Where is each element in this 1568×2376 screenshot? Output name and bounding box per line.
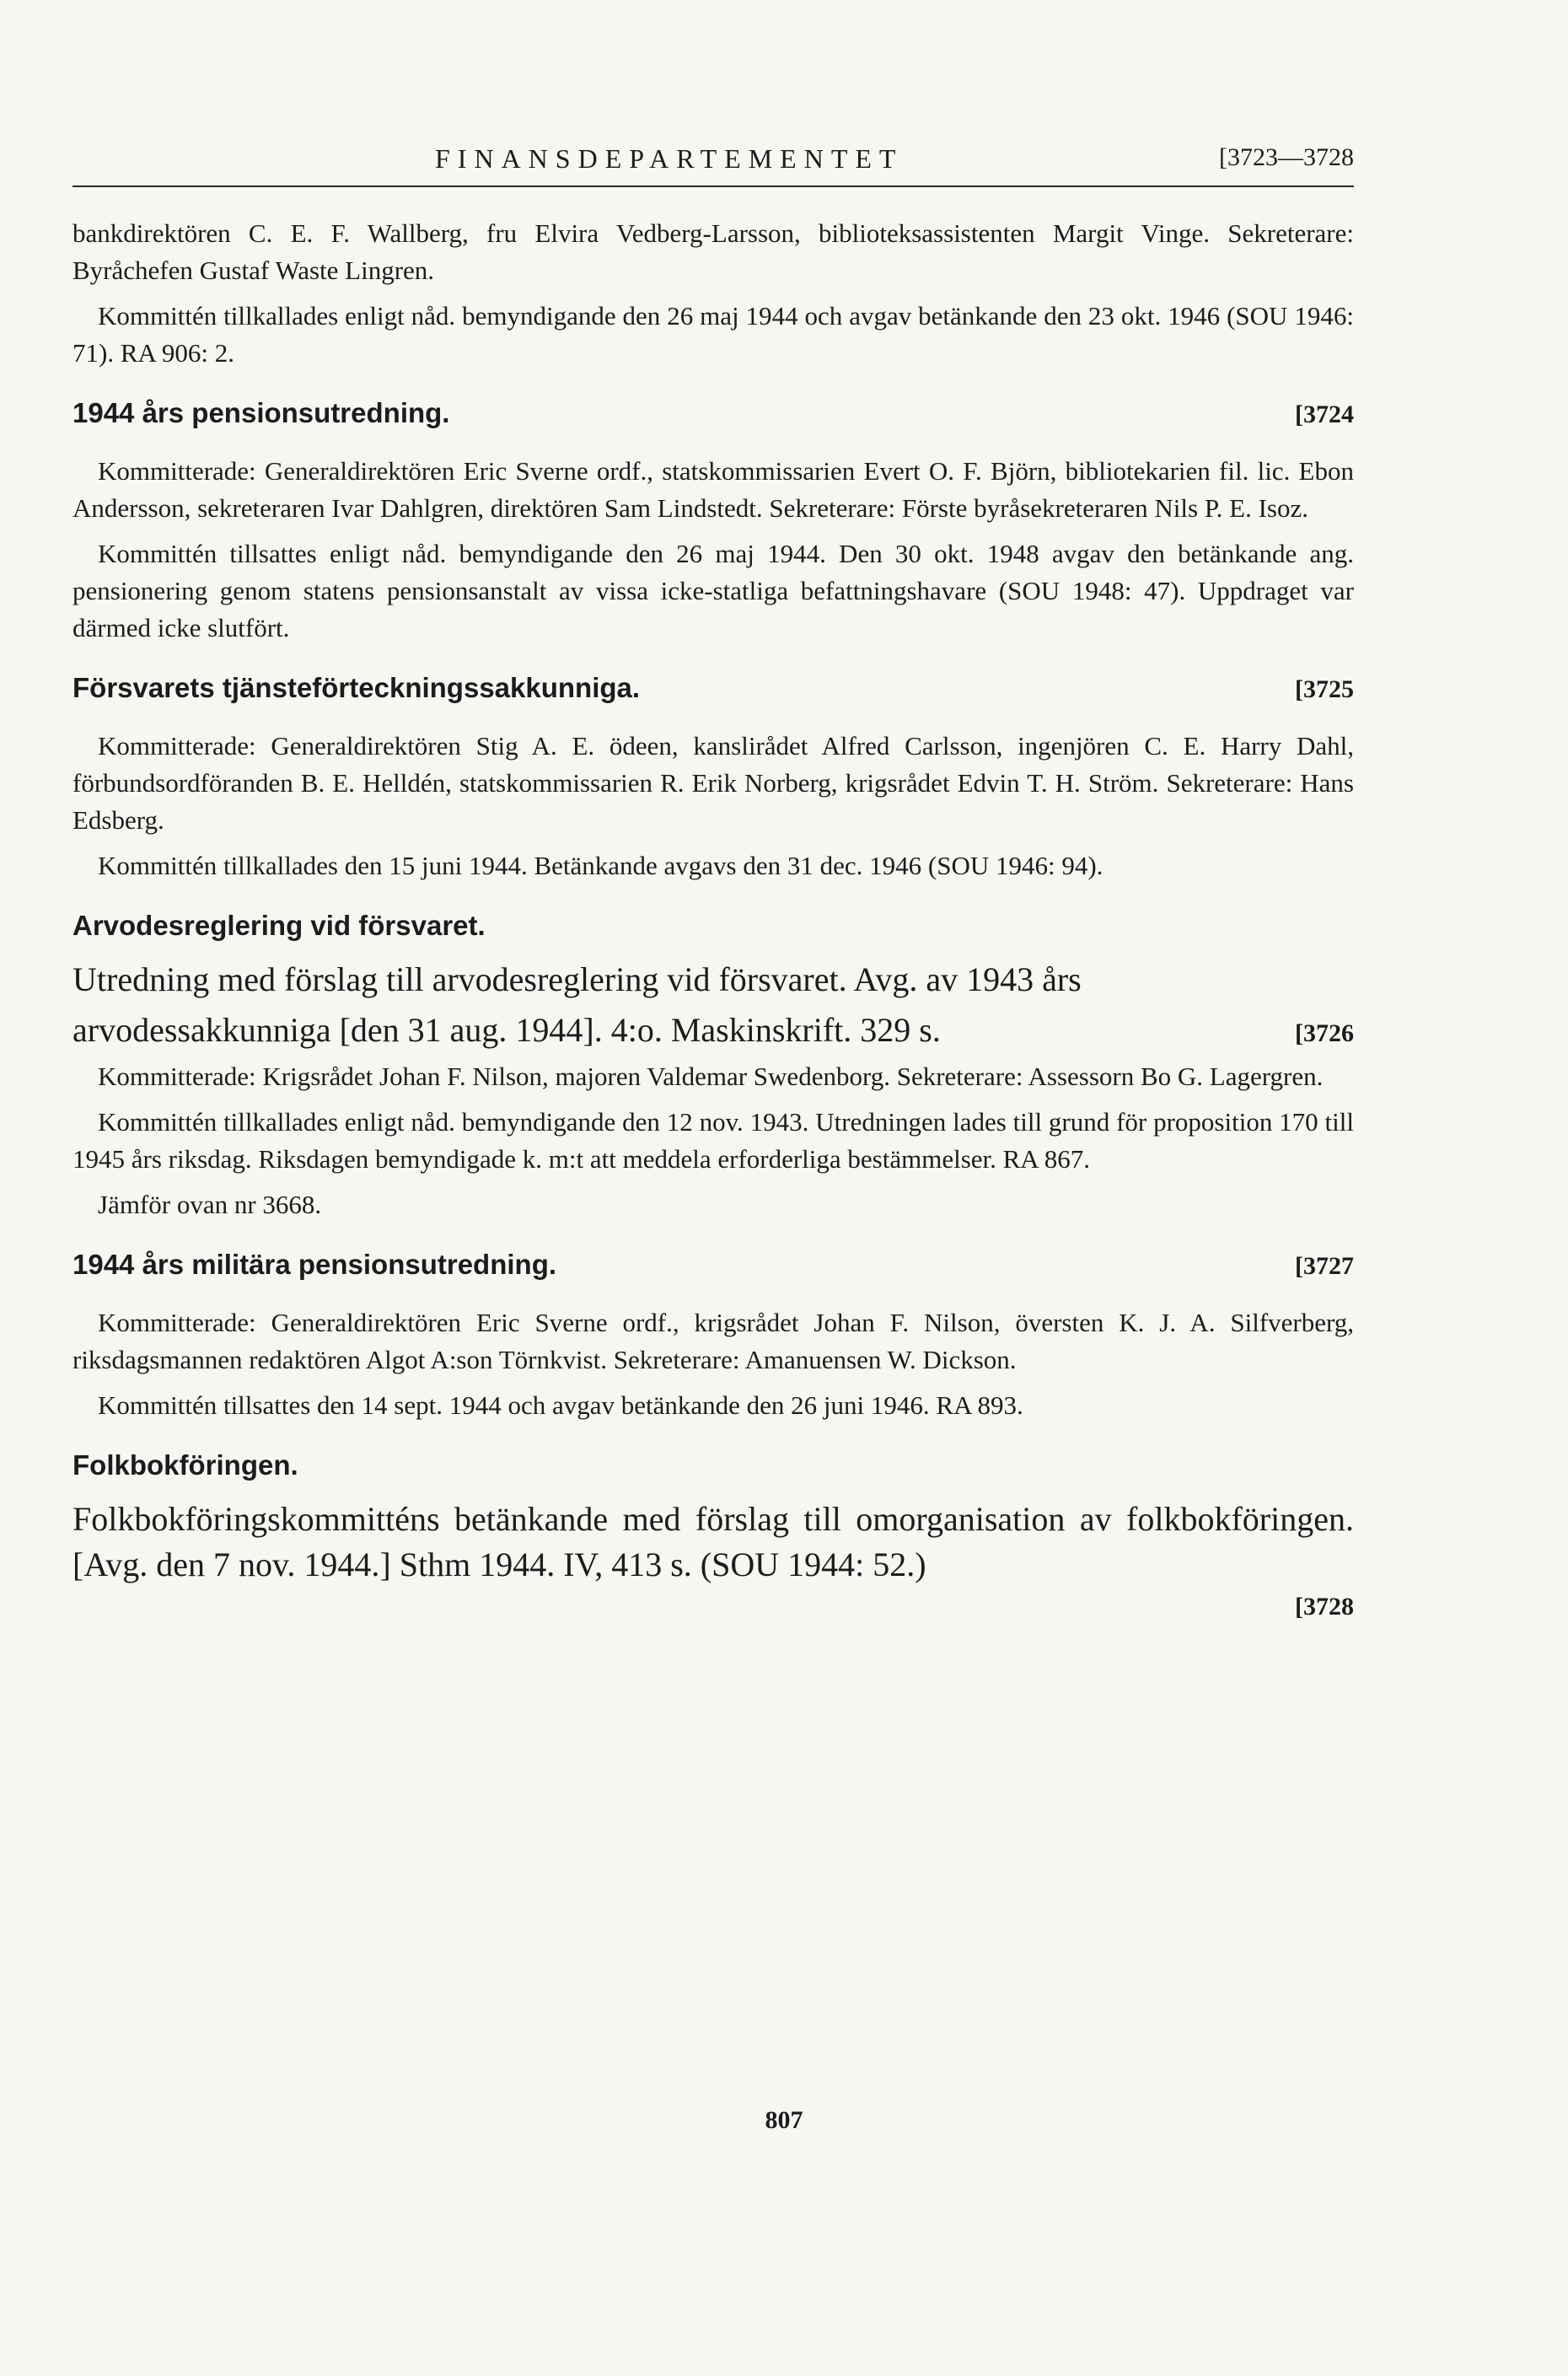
publication-title: Utredning med förslag till arvodesreglering vid försvaret. Avg. av 1943 års (72, 960, 1082, 998)
entry-3724 (72, 397, 1354, 647)
entry-heading: Arvodesreglering vid försvaret. (72, 910, 486, 941)
paragraph: Kommittén tillkallades enligt nåd. bemyndigande den 26 maj 1944 och avgav betänkande den 23 okt. 1946 (SOU 1946: 71). RA 906: 2. (72, 301, 1354, 368)
publication-title-continued: arvodessakkunniga [den 31 aug. 1944]. 4:o. Maskinskrift. 329 s. (72, 1011, 941, 1049)
entry-heading: Folkbokföringen. (72, 1449, 298, 1481)
entry-3725 (72, 672, 1354, 884)
running-header (72, 143, 1354, 187)
entry-number: [3725 (1295, 675, 1354, 703)
paragraph: Kommittén tillkallades den 15 juni 1944. Betänkande avgavs den 31 dec. 1946 (SOU 1946: 94). (98, 851, 1104, 880)
entry-heading: Försvarets tjänsteförteckningssakkunniga. (72, 672, 641, 703)
header-title: FINANSDEPARTEMENTET (435, 143, 904, 174)
header-entry-range: [3723—3728 (1219, 143, 1354, 171)
entry-3728 (72, 1449, 1354, 1621)
entry-number: [3728 (1295, 1593, 1354, 1621)
page-number: 807 (765, 2106, 803, 2134)
entry-3727 (72, 1249, 1354, 1424)
paragraph: Kommitterade: Generaldirektören Eric Sverne ordf., krigsrådet Johan F. Nilson, översten K. J. A. Silfverberg, riksdagsmannen redaktören Algot A:son Törnkvist. Sekreterare: Amanuensen W. Dickson. (72, 1308, 1354, 1374)
paragraph: Kommitterade: Generaldirektören Eric Sverne ordf., statskommissarien Evert O. F. Björn, bibliotekarien fil. lic. Ebon Andersson, sekreteraren Ivar Dahlgren, direktören Sam Lindstedt. Sekreterare: Förste byråsekreteraren Nils P. E. Isoz. (72, 456, 1354, 523)
entry-heading: 1944 års pensionsutredning. (72, 397, 450, 428)
entry-number: [3727 (1295, 1252, 1354, 1280)
paragraph: Kommittén tillsattes den 14 sept. 1944 och avgav betänkande den 26 juni 1946. RA 893. (98, 1390, 1023, 1420)
paragraph: Kommittén tillkallades enligt nåd. bemyndigande den 12 nov. 1943. Utredningen lades till grund för proposition 170 till 1945 års riksdag. Riksdagen bemyndigade k. m:t att meddela erforderliga bestämmelser. RA 867. (72, 1107, 1354, 1174)
paragraph: Kommitterade: Generaldirektören Stig A. E. ödeen, kanslirådet Alfred Carlsson, ingenjören C. E. Harry Dahl, förbundsordföranden B. E. Helldén, statskommissarien R. Erik Norberg, krigsrådet Edvin T. H. Ström. Sekreterare: Hans Edsberg. (72, 731, 1354, 835)
paragraph: Kommitterade: Krigsrådet Johan F. Nilson, majoren Valdemar Swedenborg. Sekreterare: Assessorn Bo G. Lagergren. (98, 1062, 1324, 1091)
publication-title: Folkbokföringskommitténs betänkande med förslag till omorganisation av folkbokföringen. [Avg. den 7 nov. 1944.] Sthm 1944. IV, 413 s. (SOU 1944: 52.) (72, 1500, 1354, 1583)
entry-number: [3724 (1295, 400, 1354, 428)
page-content (72, 215, 1354, 1630)
entry-3723-continuation (72, 215, 1354, 372)
entry-number: [3726 (1295, 1019, 1354, 1047)
paragraph: Jämför ovan nr 3668. (98, 1190, 322, 1219)
paragraph: Kommittén tillsattes enligt nåd. bemyndigande den 26 maj 1944. Den 30 okt. 1948 avgav den betänkande ang. pensionering genom statens pensionsanstalt av vissa icke-statliga befattningshavare (SOU 1948: 47). Uppdraget var därmed icke slutfört. (72, 539, 1354, 642)
paragraph: bankdirektören C. E. F. Wallberg, fru Elvira Vedberg-Larsson, biblioteksassistenten Margit Vinge. Sekreterare: Byråchefen Gustaf Waste Lingren. (72, 218, 1354, 285)
entry-3726 (72, 910, 1354, 1223)
entry-heading: 1944 års militära pensionsutredning. (72, 1249, 557, 1280)
